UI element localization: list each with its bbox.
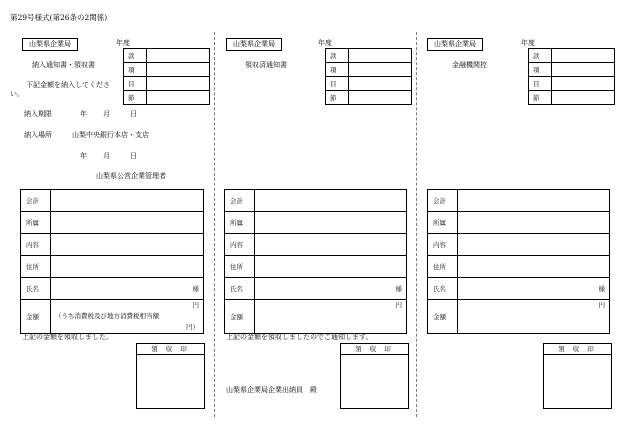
manager-name: 山梨県公営企業管理者 xyxy=(96,172,166,180)
amount-yen-unit: 円 xyxy=(598,301,605,309)
document-title: 金融機関控 xyxy=(452,61,487,69)
name-value[interactable] xyxy=(458,278,610,300)
department-value[interactable] xyxy=(458,212,610,234)
account-value[interactable] xyxy=(255,190,407,212)
tax-note: （うち消費税及び地方消費税相当額 xyxy=(55,312,159,320)
department-value[interactable] xyxy=(255,212,407,234)
cashier-addressee: 山梨県企業局企業出納員 殿 xyxy=(226,386,317,394)
budget-row-label: 節 xyxy=(326,91,349,105)
budget-table xyxy=(528,48,615,105)
amount-value[interactable] xyxy=(51,300,204,334)
date-month-unit: 月 xyxy=(103,110,110,118)
department-label: 所属 xyxy=(225,212,255,234)
receipt-stamp-box[interactable] xyxy=(136,343,205,409)
deadline-label: 納入期限 xyxy=(24,110,52,118)
content-label: 内容 xyxy=(428,234,458,256)
document-title: 領収済通知書 xyxy=(245,61,287,69)
document-title: 納入通知書・領収書 xyxy=(32,61,95,69)
amount-label: 金額 xyxy=(225,300,255,334)
name-label: 氏名 xyxy=(21,278,51,300)
account-label: 会計 xyxy=(225,190,255,212)
address-label: 住所 xyxy=(225,256,255,278)
amount-yen-unit: 円 xyxy=(395,301,402,309)
bureau-label: 山梨県企業局 xyxy=(427,38,483,51)
address-value[interactable] xyxy=(458,256,610,278)
budget-row-value[interactable] xyxy=(552,63,615,77)
account-label: 会計 xyxy=(21,190,51,212)
department-value[interactable] xyxy=(51,212,204,234)
budget-row-value[interactable] xyxy=(552,49,615,63)
fiscal-year-label: 年度 xyxy=(318,39,332,47)
budget-row-label: 款 xyxy=(326,49,349,63)
budget-row-value[interactable] xyxy=(147,49,210,63)
name-value[interactable] xyxy=(51,278,204,300)
bureau-label: 山梨県企業局 xyxy=(22,38,78,51)
budget-row-label: 項 xyxy=(326,63,349,77)
honorific-sama: 様 xyxy=(598,285,605,293)
budget-row-label: 項 xyxy=(124,63,147,77)
budget-row-label: 項 xyxy=(529,63,552,77)
budget-row-value[interactable] xyxy=(552,77,615,91)
panel-separator-2 xyxy=(416,32,417,417)
budget-row-label: 目 xyxy=(124,77,147,91)
budget-row-value[interactable] xyxy=(349,63,412,77)
amount-yen-unit: 円 xyxy=(192,301,199,309)
budget-row-label: 款 xyxy=(529,49,552,63)
form-header: 第29号様式(第26条の2関係) xyxy=(10,13,108,22)
budget-row-value[interactable] xyxy=(349,91,412,105)
received-notice-text: 上記の金額を領収しましたのでご通知します。 xyxy=(226,333,373,341)
fiscal-year-label: 年度 xyxy=(116,39,130,47)
date-day-unit: 日 xyxy=(130,110,137,118)
name-value[interactable] xyxy=(255,278,407,300)
issue-date-month-unit: 月 xyxy=(103,152,110,160)
content-label: 内容 xyxy=(21,234,51,256)
tax-yen-unit: 円） xyxy=(186,323,199,331)
receipt-stamp-label: 領 収 印 xyxy=(341,344,408,355)
budget-row-label: 節 xyxy=(124,91,147,105)
account-value[interactable] xyxy=(458,190,610,212)
content-value[interactable] xyxy=(458,234,610,256)
budget-row-value[interactable] xyxy=(147,77,210,91)
name-label: 氏名 xyxy=(225,278,255,300)
place-value: 山梨中央銀行本店・支店 xyxy=(72,131,149,139)
receipt-stamp-label: 領 収 印 xyxy=(544,344,611,355)
address-label: 住所 xyxy=(21,256,51,278)
account-value[interactable] xyxy=(51,190,204,212)
amount-label: 金額 xyxy=(21,300,51,334)
address-value[interactable] xyxy=(255,256,407,278)
address-label: 住所 xyxy=(428,256,458,278)
fiscal-year-label: 年度 xyxy=(521,39,535,47)
account-label: 会計 xyxy=(428,190,458,212)
budget-row-value[interactable] xyxy=(349,49,412,63)
address-value[interactable] xyxy=(51,256,204,278)
payment-detail-table xyxy=(20,189,204,334)
name-label: 氏名 xyxy=(428,278,458,300)
issue-date-day-unit: 日 xyxy=(130,152,137,160)
budget-row-value[interactable] xyxy=(147,91,210,105)
received-text: 上記の金額を領収しました。 xyxy=(22,333,113,341)
issue-date-year-unit: 年 xyxy=(80,152,87,160)
budget-row-value[interactable] xyxy=(349,77,412,91)
receipt-stamp-box[interactable] xyxy=(543,343,612,409)
budget-row-value[interactable] xyxy=(147,63,210,77)
department-label: 所属 xyxy=(21,212,51,234)
content-value[interactable] xyxy=(51,234,204,256)
content-value[interactable] xyxy=(255,234,407,256)
receipt-stamp-box[interactable] xyxy=(340,343,409,409)
panel-separator-1 xyxy=(214,32,215,417)
budget-row-label: 目 xyxy=(326,77,349,91)
budget-row-label: 節 xyxy=(529,91,552,105)
payment-instruction: 下記金額を納入してください。 xyxy=(10,81,110,98)
budget-table xyxy=(325,48,412,105)
bank-copy-detail-table xyxy=(427,189,610,334)
budget-table xyxy=(123,48,210,105)
honorific-sama: 様 xyxy=(395,285,402,293)
amount-value[interactable] xyxy=(458,300,610,334)
amount-value[interactable] xyxy=(255,300,407,334)
honorific-sama: 様 xyxy=(192,285,199,293)
budget-row-label: 款 xyxy=(124,49,147,63)
budget-row-value[interactable] xyxy=(552,91,615,105)
bureau-label: 山梨県企業局 xyxy=(226,38,282,51)
amount-label: 金額 xyxy=(428,300,458,334)
department-label: 所属 xyxy=(428,212,458,234)
content-label: 内容 xyxy=(225,234,255,256)
receipt-detail-table xyxy=(224,189,407,334)
place-label: 納入場所 xyxy=(24,131,52,139)
receipt-stamp-label: 領 収 印 xyxy=(137,344,204,355)
date-year-unit: 年 xyxy=(80,110,87,118)
budget-row-label: 目 xyxy=(529,77,552,91)
